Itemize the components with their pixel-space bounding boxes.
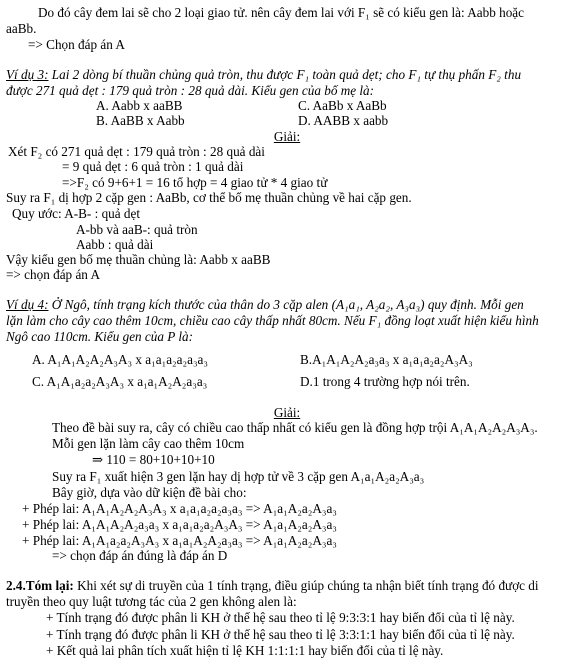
intro-line-1: Do đó cây đem lai sẽ cho 2 loại giao tử. nên cây đem lai với F₁ sẽ có kiểu gen là: Aabb hoặc (38, 5, 525, 20)
example-3-label: Ví dụ 3: (6, 67, 49, 82)
example-4-question-line-3: Ngô cao 110cm. Kiểu gen của P là: (6, 329, 194, 344)
example-4-solution-line-3: ⇒ 110 = 80+10+10+10 (92, 452, 215, 467)
summary-line-2: truyền theo quy luật tương tác của 2 gen không alen là: (6, 594, 297, 609)
example-4-option-c: C. A₁A₁a₂a₂A₃A₃ x a₁a₁A₂A₂a₃a₃ (32, 374, 208, 389)
example-3-conclusion: Vậy kiểu gen bố mẹ thuần chủng là: Aabb x aaBB (6, 252, 271, 267)
example-3-solution-title: Giải: (273, 129, 301, 144)
example-3-solution-line-3: =>F₂ có 9+6+1 = 16 tổ hợp = 4 giao tử * 4 giao tử (62, 175, 328, 190)
example-3-question-line-2: được 271 quả dẹt : 179 quả tròn : 28 quả dài. Kiểu gen của bố mẹ là: (6, 83, 375, 98)
example-3-solution-line-4: Suy ra F₁ dị hợp 2 cặp gen : AaBb, cơ thể bố mẹ thuần chủng về hai cặp gen. (6, 190, 412, 205)
summary-bullet-1: + Tính trạng đó được phân li KH ở thế hệ sau theo tỉ lệ 9:3:3:1 hay biến đổi của tỉ lệ này. (46, 610, 515, 625)
example-3-convention-round: A-bb và aaB-: quả tròn (76, 222, 198, 237)
summary-bullet-2: + Tính trạng đó được phân li KH ở thế hệ sau theo tỉ lệ 3:3:1:1 hay biến đổi của tỉ lệ này. (46, 627, 515, 642)
example-4-label: Ví dụ 4: (6, 297, 49, 312)
summary-line-1: 2.4.Tóm lại: Khi xét sự di truyền của 1 tính trạng, điều giúp chúng ta nhận biết tính trạng đó được di (6, 578, 539, 593)
example-4-option-a: A. A₁A₁A₂A₂A₃A₃ x a₁a₁a₂a₂a₃a₃ (32, 352, 209, 367)
example-4-cross-1: + Phép lai: A₁A₁A₂A₂A₃A₃ x a₁a₁a₂a₂a₃a₃ => A₁a₁A₂a₂A₃a₃ (22, 501, 337, 516)
example-4-question-line-1: Ví dụ 4: Ở Ngô, tính trạng kích thước của thân do 3 cặp alen (A₁a₁, A₂a₂, A₃a₃) quy định. Mỗi gen (6, 297, 524, 312)
example-4-question-line-2: lặn làm cho cây cao thêm 10cm, chiều cao cây thấp nhất 80cm. Nếu F₁ đồng loạt xuất hiện kiểu hình (6, 313, 539, 328)
example-3-solution-line-1: Xét F₂ có 271 quả dẹt : 179 quả tròn : 28 quả dài (8, 144, 265, 159)
example-3-option-a: A. Aabb x aaBB (96, 98, 183, 113)
example-4-cross-2: + Phép lai: A₁A₁A₂A₂a₃a₃ x a₁a₁a₂a₂A₃A₃ => A₁a₁A₂a₂A₃a₃ (22, 517, 337, 532)
summary-bullet-3: + Kết quả lai phân tích xuất hiện tỉ lệ KH 1:1:1:1 hay biến đổi của tỉ lệ này. (46, 643, 444, 658)
example-3-question-line-1: Ví dụ 3: Lai 2 dòng bí thuần chủng quả tròn, thu được F₁ toàn quả dẹt; cho F₁ tự thụ phấn F₂ thu (6, 67, 522, 82)
example-4-option-b: B.A₁A₁A₂A₂a₃a₃ x a₁a₁a₂a₂A₃A₃ (300, 352, 473, 367)
example-3-convention-long: Aabb : quả dài (76, 237, 154, 252)
example-4-solution-line-4: Suy ra F₁ xuất hiện 3 gen lặn hay dị hợp tử về 3 cặp gen A₁a₁A₂a₂A₃a₃ (52, 469, 425, 484)
example-3-option-d: D. AABB x aabb (298, 113, 389, 128)
example-4-solution-line-5: Bây giờ, dựa vào dữ kiện đề bài cho: (52, 485, 247, 500)
example-4-solution-title: Giải: (273, 405, 301, 420)
intro-line-2: aaBb. (6, 21, 37, 36)
example-3-convention: Quy ước: A-B- : quả dẹt (12, 206, 141, 221)
example-4-solution-line-1: Theo đề bài suy ra, cây có chiều cao thấp nhất có kiểu gen là đồng hợp trội A₁A₁A₂A₂A₃A₃. (52, 420, 538, 435)
intro-answer: => Chọn đáp án A (28, 37, 125, 52)
example-4-cross-3: + Phép lai: A₁A₁a₂a₂A₃A₃ x a₁a₁A₂A₂a₃a₃ => A₁a₁A₂a₂A₃a₃ (22, 533, 337, 548)
example-3-option-c: C. AaBb x AaBb (298, 98, 387, 113)
summary-title: 2.4.Tóm lại: (6, 578, 74, 593)
example-4-solution-line-2: Mỗi gen lặn làm cây cao thêm 10cm (52, 436, 245, 451)
example-3-answer: => chọn đáp án A (6, 267, 100, 282)
example-4-answer: => chọn đáp án đúng là đáp án D (52, 548, 228, 563)
example-3-option-b: B. AaBB x Aabb (96, 113, 185, 128)
example-4-option-d: D.1 trong 4 trường hợp nói trên. (300, 374, 470, 389)
example-3-solution-line-2: = 9 quả dẹt : 6 quả tròn : 1 quả dài (62, 159, 244, 174)
